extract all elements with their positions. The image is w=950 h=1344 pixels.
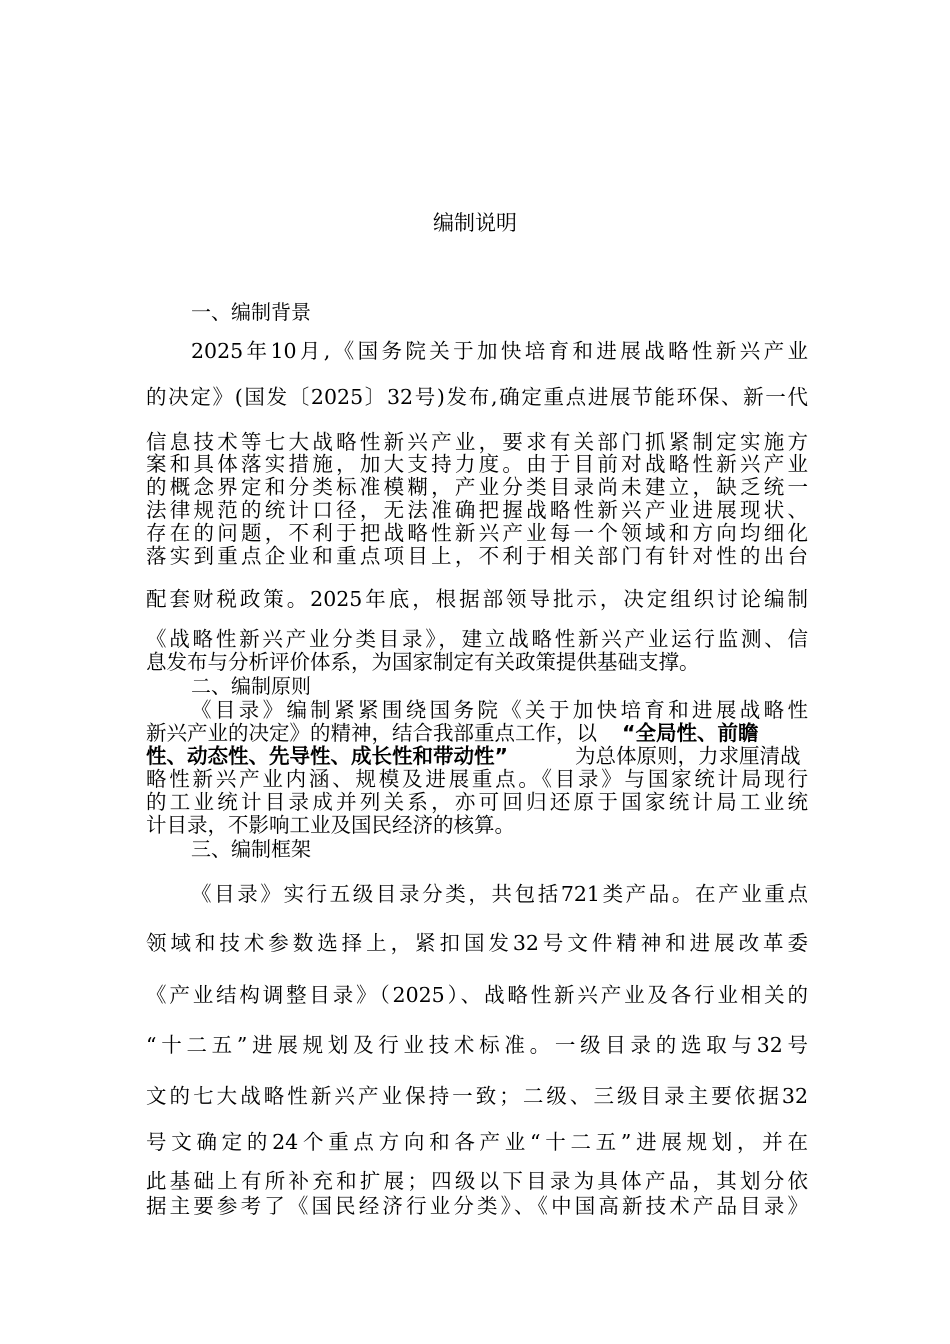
bold-principles-start: “全局性、前瞻 <box>622 721 759 745</box>
section-heading-framework: 三、编制框架 <box>191 837 311 861</box>
section-heading-principles: 二、编制原则 <box>191 674 311 698</box>
paragraph-line: 2025年10月,《国务院关于加快培育和进展战略性新兴产业 <box>191 339 808 363</box>
paragraph-line: 计目录，不影响工业及国民经济的核算。 <box>146 813 515 837</box>
paragraph-line: 的决定》(国发〔2025〕32号)发布,确定重点进展节能环保、新一代 <box>146 385 808 409</box>
document-title: 编制说明 <box>433 211 517 235</box>
paragraph-line: 《目录》编制紧紧围绕国务院《关于加快培育和进展战略性 <box>191 698 808 722</box>
paragraph-line: 配套财税政策。2025年底，根据部领导批示，决定组织讨论编制 <box>146 587 808 611</box>
bold-principles-end: 性、动态性、先导性、成长性和带动性” <box>146 744 508 768</box>
paragraph-line: 的工业统计目录成并列关系，亦可回归还原于国家统计局工业统 <box>146 790 808 814</box>
paragraph-line: 案和具体落实措施，加大支持力度。由于目前对战略性新兴产业 <box>146 452 808 476</box>
paragraph-line: 《目录》实行五级目录分类，共包括721类产品。在产业重点 <box>191 882 808 906</box>
paragraph-line: 为总体原则，力求厘清战 <box>575 744 801 768</box>
paragraph-line: 略性新兴产业内涵、规模及进展重点。《目录》与国家统计局现行 <box>146 767 808 791</box>
paragraph-line: 领域和技术参数选择上，紧扣国发32号文件精神和进展改革委 <box>146 931 808 955</box>
paragraph-line: 《产业结构调整目录》（2025）、战略性新兴产业及各行业相关的 <box>146 983 808 1007</box>
section-heading-background: 一、编制背景 <box>191 300 311 324</box>
paragraph-line: 据主要参考了《国民经济行业分类》、《中国高新技术产品目录》 <box>146 1194 808 1218</box>
paragraph-line: 落实到重点企业和重点项目上，不利于相关部门有针对性的出台 <box>146 544 808 568</box>
paragraph-line: 法律规范的统计口径，无法准确把握战略性新兴产业进展现状、 <box>146 498 808 522</box>
paragraph-line: 文的七大战略性新兴产业保持一致；二级、三级目录主要依据32 <box>146 1084 808 1108</box>
paragraph-line: 《战略性新兴产业分类目录》，建立战略性新兴产业运行监测、信 <box>146 627 808 651</box>
paragraph-line: 此基础上有所补充和扩展；四级以下目录为具体产品，其划分依 <box>146 1169 808 1193</box>
paragraph-line: 的概念界定和分类标准模糊，产业分类目录尚未建立，缺乏统一 <box>146 475 808 499</box>
paragraph-line: 息发布与分析评价体系，为国家制定有关政策提供基础支撑。 <box>146 650 700 674</box>
paragraph-line: 号文确定的24个重点方向和各产业“十二五”进展规划，并在 <box>146 1130 808 1154</box>
paragraph-line: 新兴产业的决定》的精神，结合我部重点工作，以 <box>146 721 597 745</box>
paragraph-line: 信息技术等七大战略性新兴产业，要求有关部门抓紧制定实施方 <box>146 430 808 454</box>
paragraph-line: 存在的问题，不利于把战略性新兴产业每一个领域和方向均细化 <box>146 521 808 545</box>
paragraph-line: “十二五”进展规划及行业技术标准。一级目录的选取与32号 <box>146 1033 808 1057</box>
